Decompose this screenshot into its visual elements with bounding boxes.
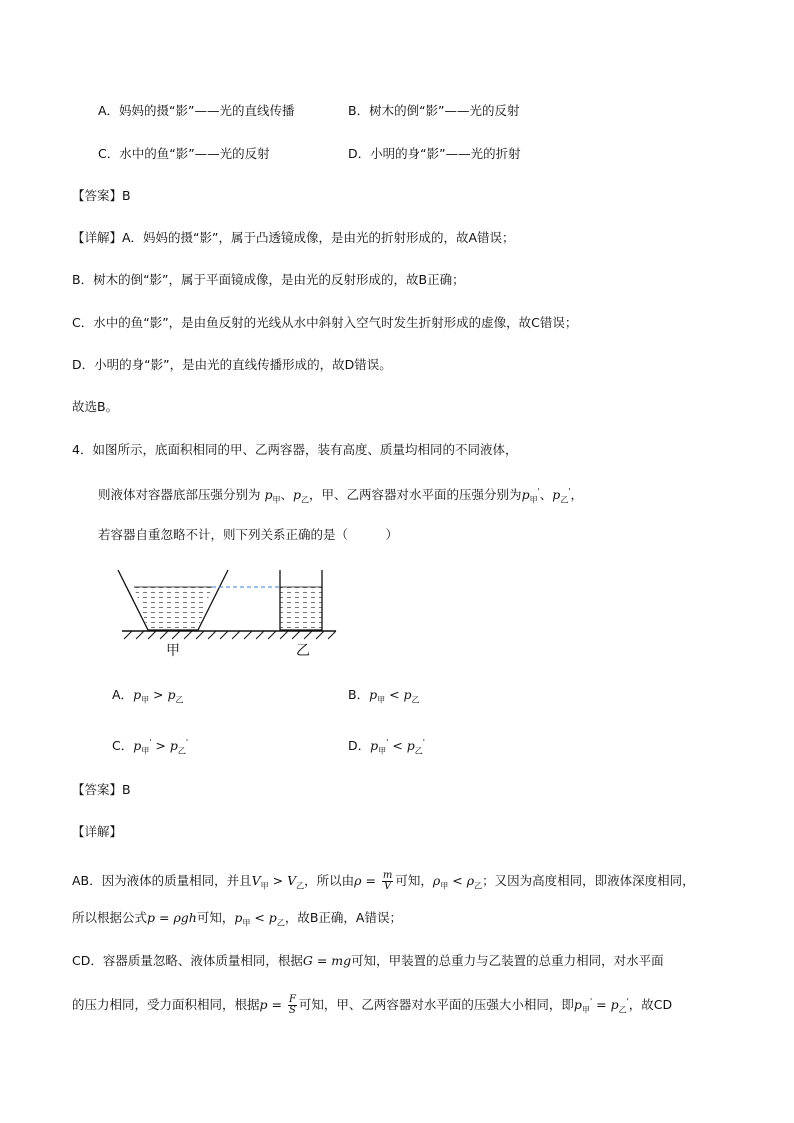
q4-option-c: C．$p_甲' > p_乙'$ xyxy=(112,738,189,756)
q3-detail-a: 【详解】A．妈妈的摄“影”，属于凸透镜成像，是由光的折射形成的，故A错误； xyxy=(72,230,515,245)
q4-stem-line1: 4．如图所示，底面积相同的甲、乙两容器，装有高度、质量均相同的不同液体， xyxy=(72,442,518,457)
ground-hatching xyxy=(124,631,336,639)
q3-option-d: D．小明的身“影”——光的折射 xyxy=(348,146,521,161)
q3-answer: 【答案】B xyxy=(72,188,131,203)
q4-detail-ab-line2: 所以根据公式p = ρgh可知，$p_甲 < p_乙$，故B正确，A错误； xyxy=(72,910,402,928)
liquid-yi xyxy=(280,587,322,630)
q4-option-b: B．$p_甲 < p_乙$ xyxy=(348,687,420,705)
q4-detail-cd-line2: 的压力相同，受力面积相同，根据p = $\frac{F}{S}$ 可知，甲、乙两容器对水平面的压强大小相同，即$p_甲' = p_乙'$，故CD xyxy=(72,994,673,1017)
pressure-fraction: $\frac{F}{S}$ xyxy=(288,994,296,1017)
q4-option-d: D．$p_甲' < p_乙'$ xyxy=(348,738,425,756)
q4-answer: 【答案】B xyxy=(72,782,131,797)
q3-detail-b: B．树木的倒“影”，属于平面镜成像，是由光的反射形成的，故B正确； xyxy=(72,272,465,287)
containers-figure xyxy=(110,565,350,669)
q3-option-b: B．树木的倒“影”——光的反射 xyxy=(348,103,520,118)
q4-stem-line3: 若容器自重忽略不计，则下列关系正确的是（ ） xyxy=(98,527,399,542)
q4-option-a: A．$p_甲 > p_乙$ xyxy=(112,687,184,705)
q3-conclusion: 故选B。 xyxy=(72,399,119,414)
q4-stem-line2: 则液体对容器底部压强分别为 $p_甲$、$p_乙$，甲、乙两容器对水平面的压强分别为$p_甲'$、$p_乙'$， xyxy=(98,487,584,505)
q3-detail-c: C．水中的鱼“影”，是由鱼反射的光线从水中斜射入空气时发生折射形成的虚像，故C错误； xyxy=(72,315,578,330)
q3-detail-d: D．小明的身“影”，是由光的直线传播形成的，故D错误。 xyxy=(72,357,392,372)
q3-option-c: C．水中的鱼“影”——光的反射 xyxy=(98,146,270,161)
label-yi: 乙 xyxy=(296,643,310,659)
q4-detail-cd-line1: CD．容器质量忽略、液体质量相同，根据G = mg可知，甲装置的总重力与乙装置的总重力相同，对水平面 xyxy=(72,953,664,968)
label-jia: 甲 xyxy=(166,643,180,659)
q3-option-a: A．妈妈的摄“影”——光的直线传播 xyxy=(98,103,295,118)
containers-diagram xyxy=(110,565,350,665)
liquid-jia xyxy=(134,587,212,630)
density-fraction: $\frac{m}{V}$ xyxy=(382,870,393,892)
q4-detail-head: 【详解】 xyxy=(72,824,123,839)
q4-detail-ab-line1: AB．因为液体的质量相同，并且$V_甲 > V_乙$，所以由ρ = $\frac{m}{V}$ 可知，$\rho_甲 < \rho_乙$；又因为高度相同，即液体深度相同， xyxy=(72,870,695,892)
